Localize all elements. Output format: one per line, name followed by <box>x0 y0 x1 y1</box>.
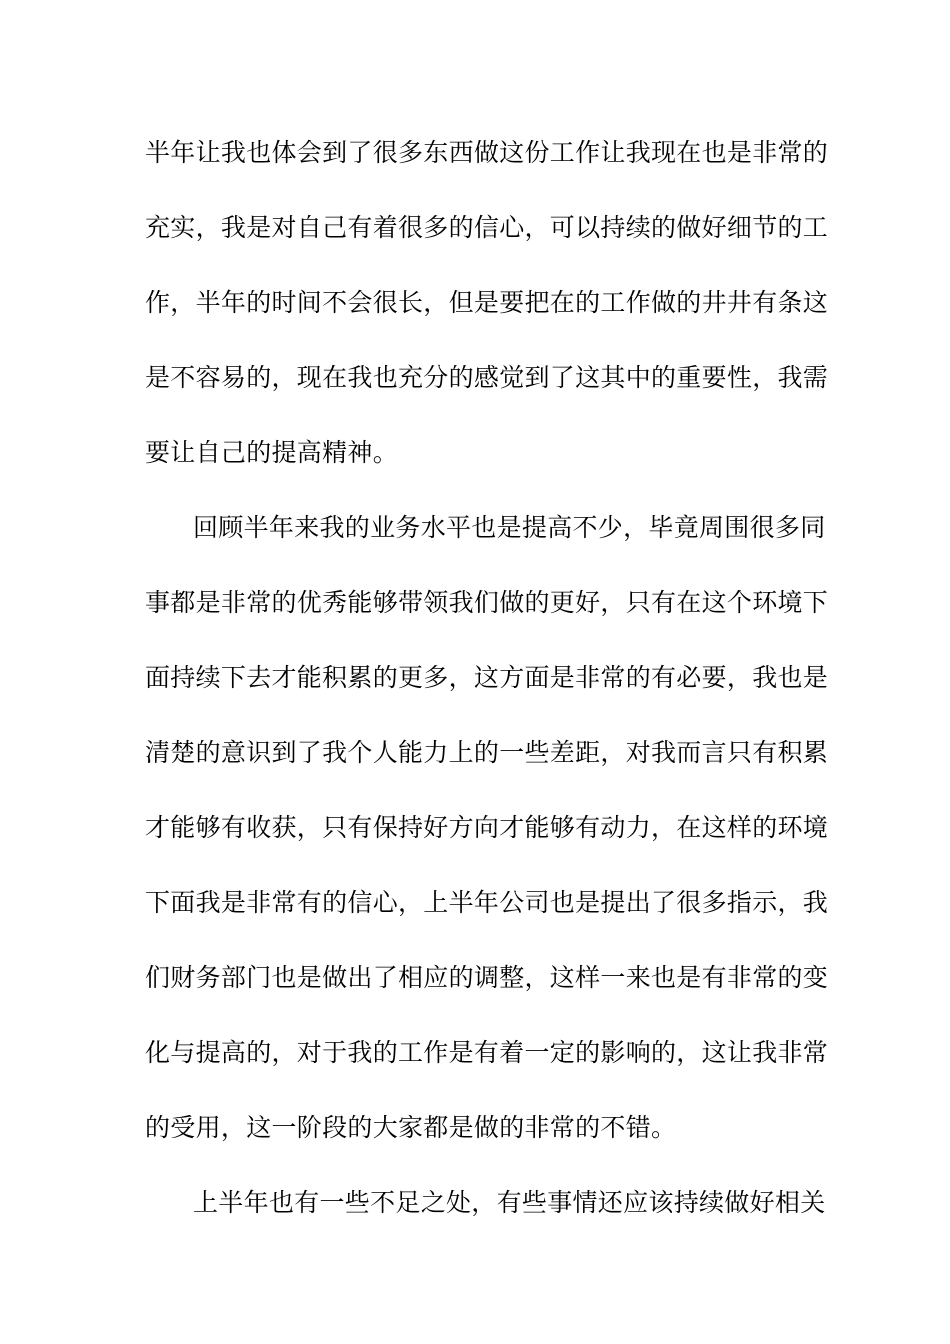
text-line: 半年让我也体会到了很多东西做这份工作让我现在也是非常的 <box>145 138 829 167</box>
text-line: 们财务部门也是做出了相应的调整，这样一来也是有非常的变 <box>145 963 829 992</box>
text-line: 才能够有收获，只有保持好方向才能够有动力，在这样的环境 <box>145 813 829 842</box>
text-line: 是不容易的，现在我也充分的感觉到了这其中的重要性，我需 <box>145 363 829 392</box>
text-line: 的受用，这一阶段的大家都是做的非常的不错。 <box>145 1113 677 1142</box>
text-line: 下面我是非常有的信心，上半年公司也是提出了很多指示，我 <box>145 888 829 917</box>
text-line: 化与提高的，对于我的工作是有着一定的影响的，这让我非常 <box>145 1038 829 1067</box>
paragraph-first-line: 上半年也有一些不足之处，有些事情还应该持续做好相关 <box>193 1188 826 1217</box>
paragraph-first-line: 回顾半年来我的业务水平也是提高不少，毕竟周围很多同 <box>193 513 826 542</box>
text-line: 充实，我是对自己有着很多的信心，可以持续的做好细节的工 <box>145 213 829 242</box>
text-line: 事都是非常的优秀能够带领我们做的更好，只有在这个环境下 <box>145 588 829 617</box>
text-line: 清楚的意识到了我个人能力上的一些差距，对我而言只有积累 <box>145 738 829 767</box>
text-line: 面持续下去才能积累的更多，这方面是非常的有必要，我也是 <box>145 663 829 692</box>
text-line: 要让自己的提高精神。 <box>145 438 399 467</box>
text-line: 作，半年的时间不会很长，但是要把在的工作做的井井有条这 <box>145 288 829 317</box>
